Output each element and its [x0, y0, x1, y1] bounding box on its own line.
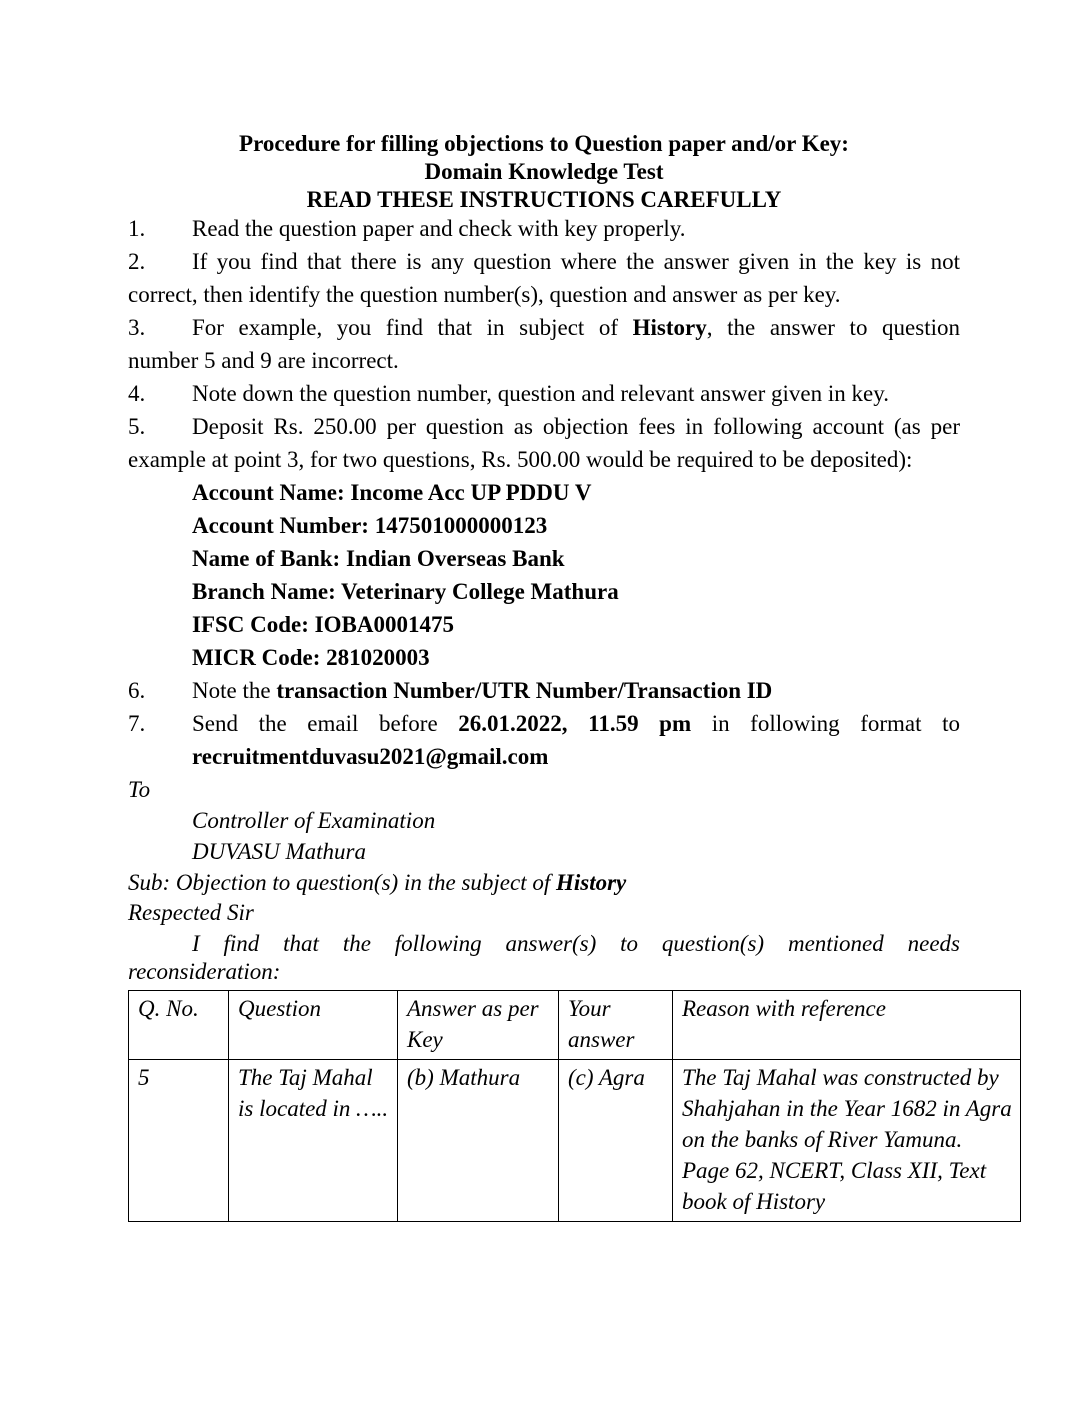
header-reason: Reason with reference	[673, 991, 1021, 1060]
step-text: Send the email before 26.01.2022, 11.59 pm in following format to	[192, 711, 960, 736]
step-text: Deposit Rs. 250.00 per question as objection fees in following account (as per	[192, 414, 960, 439]
subject-name: History	[632, 315, 707, 340]
deadline: 26.01.2022, 11.59 pm	[458, 711, 692, 736]
email-address: recruitmentduvasu2021@gmail.com	[192, 744, 549, 769]
step-1	[128, 212, 960, 245]
header-your-answer: Your answer	[559, 991, 673, 1060]
step-7	[128, 707, 960, 740]
letter-addressee: Controller of Examination	[192, 808, 436, 833]
step-text: If you find that there is any question where the answer given in the key is not	[192, 249, 960, 274]
step-4	[128, 377, 960, 410]
letter-salutation: Respected Sir	[128, 900, 254, 925]
header-qno: Q. No.	[129, 991, 229, 1060]
cell-key-answer: (b) Mathura	[398, 1060, 559, 1222]
document-subtitle: Domain Knowledge Test	[424, 159, 664, 184]
step-3-continued: number 5 and 9 are incorrect.	[128, 348, 399, 373]
document-title: Procedure for filling objections to Question paper and/or Key:	[239, 131, 849, 156]
step-5-continued: example at point 3, for two questions, Rs. 500.00 would be required to be deposited):	[128, 447, 913, 472]
objection-table	[128, 990, 1021, 1222]
account-name: Account Name: Income Acc UP PDDU V	[192, 480, 592, 505]
step-number: 3.	[128, 315, 146, 340]
reason-text: The Taj Mahal was constructed by Shahjahan in the Year 1682 in Agra on the banks of River Yamuna.	[682, 1065, 1012, 1152]
ifsc-code: IFSC Code: IOBA0001475	[192, 612, 454, 637]
letter-subject: Sub: Objection to question(s) in the subject of History	[128, 870, 627, 895]
cell-question: The Taj Mahal is located in …..	[229, 1060, 398, 1222]
instructions-notice: READ THESE INSTRUCTIONS CAREFULLY	[306, 187, 782, 212]
letter-addressee-location: DUVASU Mathura	[192, 839, 366, 864]
step-number: 4.	[128, 381, 146, 406]
step-6	[128, 674, 960, 707]
letter-body-continued: reconsideration:	[128, 959, 281, 984]
step-5	[128, 410, 960, 443]
step-text: Read the question paper and check with key properly.	[192, 216, 686, 241]
header-question: Question	[229, 991, 398, 1060]
cell-reason	[673, 1060, 1021, 1222]
table-header-row	[129, 991, 1021, 1060]
step-number: 6.	[128, 678, 146, 703]
step-number: 5.	[128, 414, 146, 439]
table-row	[129, 1060, 1021, 1222]
cell-qno: 5	[129, 1060, 229, 1222]
step-2-continued: correct, then identify the question number(s), question and answer as per key.	[128, 282, 841, 307]
step-number: 1.	[128, 216, 146, 241]
micr-code: MICR Code: 281020003	[192, 645, 430, 670]
cell-your-answer: (c) Agra	[559, 1060, 673, 1222]
header-key-answer: Answer as per Key	[398, 991, 559, 1060]
step-text: For example, you find that in subject of History, the answer to question	[192, 315, 960, 340]
step-number: 2.	[128, 249, 146, 274]
bank-name: Name of Bank: Indian Overseas Bank	[192, 546, 565, 571]
reference-text: Page 62, NCERT, Class XII, Text book of History	[682, 1158, 987, 1214]
letter-body: I find that the following answer(s) to question(s) mentioned needs	[192, 931, 960, 956]
step-text: Note the transaction Number/UTR Number/Transaction ID	[192, 678, 773, 703]
letter-to: To	[128, 777, 151, 802]
step-3	[128, 311, 960, 344]
account-number: Account Number: 147501000000123	[192, 513, 548, 538]
step-2	[128, 245, 960, 278]
step-text: Note down the question number, question and relevant answer given in key.	[192, 381, 889, 406]
step-number: 7.	[128, 711, 146, 736]
branch-name: Branch Name: Veterinary College Mathura	[192, 579, 619, 604]
